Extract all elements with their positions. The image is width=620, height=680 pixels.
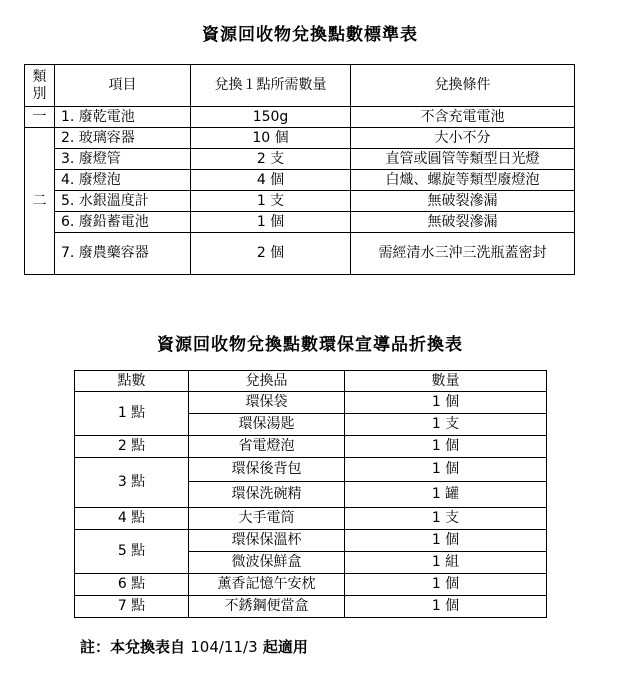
amount-cell: 1 個 <box>345 458 547 482</box>
category-cell: 二 <box>25 128 55 275</box>
condition-cell: 白熾、螺旋等類型廢燈泡 <box>351 170 575 191</box>
quantity-cell: 2 個 <box>191 233 351 275</box>
quantity-cell: 150g <box>191 107 351 128</box>
amount-cell: 1 個 <box>345 392 547 414</box>
product-cell: 環保保溫杯 <box>189 530 345 552</box>
table-row <box>75 458 547 482</box>
category-cell: 一 <box>25 107 55 128</box>
amount-cell: 1 支 <box>345 508 547 530</box>
points-cell: 1 點 <box>75 392 189 436</box>
table-row <box>25 149 575 170</box>
table-row <box>25 170 575 191</box>
footnote <box>80 636 308 657</box>
redemption-table <box>74 370 547 618</box>
quantity-cell: 1 個 <box>191 212 351 233</box>
condition-cell: 無破裂滲漏 <box>351 212 575 233</box>
product-cell: 環保洗碗精 <box>189 482 345 508</box>
table-row <box>75 508 547 530</box>
condition-cell: 大小不分 <box>351 128 575 149</box>
points-cell: 6 點 <box>75 574 189 596</box>
product-cell: 大手電筒 <box>189 508 345 530</box>
amount-cell: 1 罐 <box>345 482 547 508</box>
header-category: 類別 <box>25 65 55 107</box>
product-cell: 環保後背包 <box>189 458 345 482</box>
footnote-prefix: 註：本兌換表自 <box>80 638 186 656</box>
table-row <box>25 233 575 275</box>
item-cell: 5. 水銀溫度計 <box>55 191 191 212</box>
table-row <box>25 191 575 212</box>
points-cell: 4 點 <box>75 508 189 530</box>
quantity-cell: 4 個 <box>191 170 351 191</box>
quantity-cell: 2 支 <box>191 149 351 170</box>
amount-cell: 1 個 <box>345 530 547 552</box>
table-row <box>75 574 547 596</box>
item-cell: 6. 廢鉛蓄電池 <box>55 212 191 233</box>
header-quantity: 兌換１點所需數量 <box>191 65 351 107</box>
product-cell: 省電燈泡 <box>189 436 345 458</box>
condition-cell: 需經清水三沖三洗瓶蓋密封 <box>351 233 575 275</box>
table-row <box>75 596 547 618</box>
standard-table <box>24 64 575 275</box>
product-cell: 微波保鮮盒 <box>189 552 345 574</box>
item-cell: 4. 廢燈泡 <box>55 170 191 191</box>
table-row <box>25 212 575 233</box>
table-row <box>25 128 575 149</box>
points-cell: 3 點 <box>75 458 189 508</box>
condition-cell: 無破裂滲漏 <box>351 191 575 212</box>
header-condition: 兌換條件 <box>351 65 575 107</box>
product-cell: 環保袋 <box>189 392 345 414</box>
product-cell: 薰香記憶午安枕 <box>189 574 345 596</box>
amount-cell: 1 支 <box>345 414 547 436</box>
footnote-date: 104/11/3 <box>190 638 258 656</box>
item-cell: 7. 廢農藥容器 <box>55 233 191 275</box>
product-cell: 環保湯匙 <box>189 414 345 436</box>
item-cell: 2. 玻璃容器 <box>55 128 191 149</box>
standard-table-title: 資源回收物兌換點數標準表 <box>202 25 418 45</box>
table-row <box>25 107 575 128</box>
table-row <box>75 530 547 552</box>
condition-cell: 直管或圓管等類型日光燈 <box>351 149 575 170</box>
header-item: 項目 <box>55 65 191 107</box>
amount-cell: 1 組 <box>345 552 547 574</box>
item-cell: 3. 廢燈管 <box>55 149 191 170</box>
amount-cell: 1 個 <box>345 436 547 458</box>
quantity-cell: 10 個 <box>191 128 351 149</box>
quantity-cell: 1 支 <box>191 191 351 212</box>
product-cell: 不銹鋼便當盒 <box>189 596 345 618</box>
condition-cell: 不含充電電池 <box>351 107 575 128</box>
header-amount: 數量 <box>345 371 547 392</box>
amount-cell: 1 個 <box>345 574 547 596</box>
table-row <box>75 392 547 414</box>
item-cell: 1. 廢乾電池 <box>55 107 191 128</box>
table-row <box>75 436 547 458</box>
points-cell: 5 點 <box>75 530 189 574</box>
points-cell: 2 點 <box>75 436 189 458</box>
points-cell: 7 點 <box>75 596 189 618</box>
redemption-table-title: 資源回收物兌換點數環保宣導品折換表 <box>157 335 463 355</box>
footnote-suffix: 起適用 <box>262 638 308 656</box>
header-product: 兌換品 <box>189 371 345 392</box>
amount-cell: 1 個 <box>345 596 547 618</box>
table-header-row <box>25 65 575 107</box>
table-header-row <box>75 371 547 392</box>
header-points: 點數 <box>75 371 189 392</box>
